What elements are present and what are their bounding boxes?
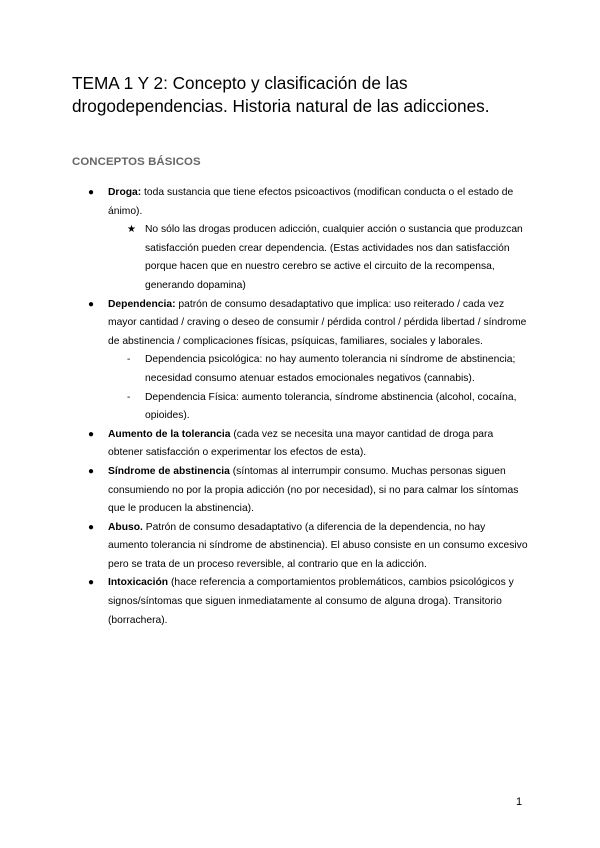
term-label: Intoxicación xyxy=(108,577,169,589)
term-label: Dependencia: xyxy=(108,298,176,310)
term-label: Abuso. xyxy=(108,521,143,533)
concepts-list xyxy=(88,184,528,630)
sublist-item-text: No sólo las drogas producen adicción, cualquier acción o sustancia que produzcan satisfacción pueden crear dependencia. (Estas actividades nos dan satisfacción porque hacen que en nuestro cerebro se active el circuito de la recompensa, generando dopamina) xyxy=(145,224,523,291)
page-number: 1 xyxy=(516,796,523,808)
term-label: Aumento de la tolerancia xyxy=(108,428,231,440)
sublist-item xyxy=(127,351,528,388)
term-label: Droga: xyxy=(108,187,142,198)
bullet-icon: ● xyxy=(88,298,95,310)
term-definition: toda sustancia que tiene efectos psicoactivos (modifican conducta o el estado de ánimo). xyxy=(108,187,514,217)
bullet-icon: ● xyxy=(88,577,95,589)
section-heading: CONCEPTOS BÁSICOS xyxy=(72,156,201,168)
list-item-abuso xyxy=(88,519,528,575)
sublist-item xyxy=(127,389,528,426)
sublist-droga xyxy=(108,221,528,295)
sublist-item-text: Dependencia psicológica: no hay aumento tolerancia ni síndrome de abstinencia; necesidad consumo atenuar estados emocionales negativos (cannabis). xyxy=(145,354,516,384)
dash-icon: - xyxy=(127,354,131,366)
bullet-icon: ● xyxy=(88,187,95,198)
list-item-intoxicacion xyxy=(88,574,528,630)
term-definition: (síntomas al interrumpir consumo. Muchas personas siguen consumiendo no por la propia adicción (no por necesidad), si no para calmar los síntomas que le producen la abstinencia). xyxy=(108,465,519,515)
sublist-item-text: Dependencia Física: aumento tolerancia, síndrome abstinencia (alcohol, cocaína, opioides). xyxy=(145,391,517,422)
star-icon: ★ xyxy=(127,224,136,236)
term-definition: Patrón de consumo desadaptativo (a diferencia de la dependencia, no hay aumento tolerancia ni síndrome de abstinencia). El abuso consiste en un consumo excesivo pero se trata de un proceso reversible, al contrario que en la adicción. xyxy=(108,521,528,570)
sublist-dependencia xyxy=(108,351,528,425)
list-item-tolerancia xyxy=(88,426,528,463)
sublist-item xyxy=(127,221,528,295)
term-definition: (hace referencia a comportamientos problemáticos, cambios psicológicos y signos/síntomas que siguen inmediatamente al consumo de alguna droga). Transitorio (borrachera). xyxy=(108,577,514,626)
list-item-droga xyxy=(88,184,528,296)
list-item-abstinencia xyxy=(88,463,528,519)
bullet-icon: ● xyxy=(88,428,95,440)
document-title: TEMA 1 Y 2: Concepto y clasificación de las drogodependencias. Historia natural de las adicciones. xyxy=(72,73,490,116)
term-definition: (cada vez se necesita una mayor cantidad de droga para obtener satisfacción o experimentar los efectos de esta). xyxy=(108,428,494,459)
bullet-icon: ● xyxy=(88,521,95,533)
list-item-dependencia xyxy=(88,296,528,426)
term-label: Síndrome de abstinencia xyxy=(108,465,230,477)
bullet-icon: ● xyxy=(88,465,95,477)
dash-icon: - xyxy=(127,391,131,403)
term-definition: patrón de consumo desadaptativo que implica: uso reiterado / cada vez mayor cantidad / craving o deseo de consumir / pérdida control / pérdida libertad / síndrome de abstinencia / complicaciones físicas, psíquicas, familiares, sociales y laborales. xyxy=(108,298,527,347)
